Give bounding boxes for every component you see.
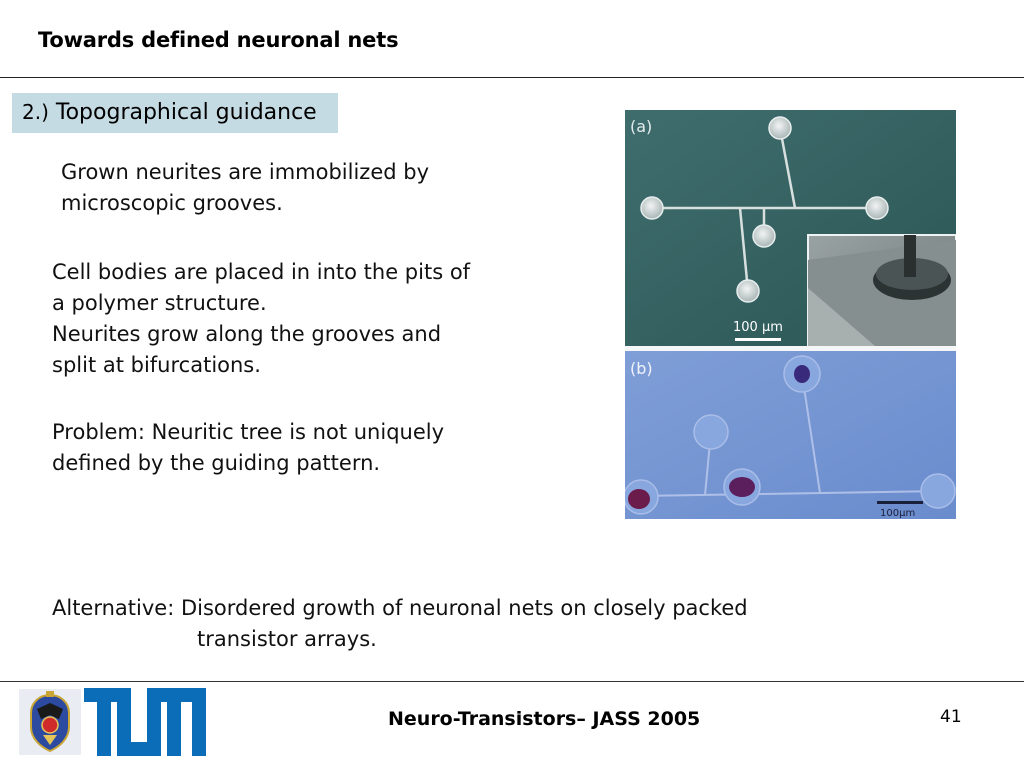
panel-b-scale-label: 100µm xyxy=(880,508,916,519)
university-crest-logo xyxy=(19,689,81,755)
inset-sem-image xyxy=(808,235,956,346)
panel-b-scale-bar xyxy=(877,501,923,504)
neuron-cell-body xyxy=(729,477,755,497)
paragraph-grooves: Grown neurites are immobilized by microscopic grooves. xyxy=(61,160,430,215)
panel-a-micrograph xyxy=(625,110,956,346)
footer-title: Neuro-Transistors– JASS 2005 xyxy=(388,708,701,730)
paragraph-alternative xyxy=(52,562,852,686)
micrograph-figure xyxy=(625,110,956,519)
section-label: Topographical guidance xyxy=(55,100,317,125)
panel-b-micrograph xyxy=(625,351,956,519)
neuron-cell-body xyxy=(794,365,810,383)
footer-divider xyxy=(0,681,1024,682)
neuron-cell-body xyxy=(628,489,650,509)
page-number: 41 xyxy=(940,707,962,727)
panel-a-scale-bar xyxy=(735,338,781,341)
paragraph-problem: Problem: Neuritic tree is not uniquely defined by the guiding pattern. xyxy=(52,420,445,475)
section-heading xyxy=(22,100,317,125)
alternative-line-2: transistor arrays. xyxy=(197,627,377,651)
panel-b-label: (b) xyxy=(630,359,653,378)
title-divider xyxy=(0,77,1024,78)
section-number: 2.) xyxy=(22,100,49,124)
panel-a-scale-label: 100 µm xyxy=(733,320,783,335)
panel-a-label: (a) xyxy=(630,117,653,136)
slide-title: Towards defined neuronal nets xyxy=(38,28,399,52)
alternative-line-1: Alternative: Disordered growth of neuronal nets on closely packed xyxy=(52,596,748,620)
paragraph-cell-bodies: Cell bodies are placed in into the pits of a polymer structure. Neurites grow along the grooves and split at bifurcations. xyxy=(52,260,471,377)
tum-logo xyxy=(84,688,206,756)
